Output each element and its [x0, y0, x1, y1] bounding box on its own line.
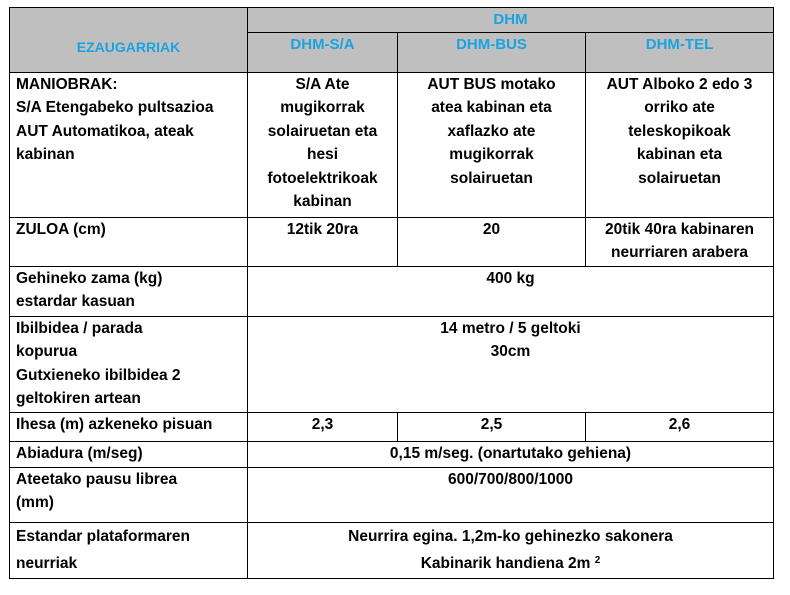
- table-row-ihesa: [10, 412, 774, 441]
- plataforma-line-1: Neurrira egina. 1,2m-ko gehinezko sakonera: [348, 528, 673, 545]
- column-header-sa: DHM-S/A: [248, 32, 398, 72]
- value-cell-zuloa-bus: 20: [398, 217, 586, 266]
- value-cell-ihesa-tel: 2,6: [586, 412, 774, 441]
- column-header-bus: DHM-BUS: [398, 32, 586, 72]
- feature-cell-zama: Gehineko zama (kg) estardar kasuan: [10, 266, 248, 316]
- value-cell-ihesa-sa: 2,3: [248, 412, 398, 441]
- value-cell-plataforma: [248, 522, 774, 578]
- feature-cell-abiadura: Abiadura (m/seg): [10, 441, 248, 467]
- header-row-group: [10, 8, 774, 33]
- value-cell-maniobrak-tel: AUT Alboko 2 edo 3 orriko ate teleskopikoak kabinan eta solairuetan: [586, 72, 774, 217]
- value-cell-zama: 400 kg: [248, 266, 774, 316]
- feature-cell-ihesa: Ihesa (m) azkeneko pisuan: [10, 412, 248, 441]
- column-header-tel: DHM-TEL: [586, 32, 774, 72]
- value-cell-ibilbidea: 14 metro / 5 geltoki 30cm: [248, 316, 774, 412]
- superscript-two: 2: [594, 555, 601, 566]
- value-cell-maniobrak-bus: AUT BUS motako atea kabinan eta xaflazko ate mugikorrak solairuetan: [398, 72, 586, 217]
- value-cell-zuloa-sa: 12tik 20ra: [248, 217, 398, 266]
- plataforma-line-2: Kabinarik handiena 2m $^2$: [420, 555, 601, 572]
- table-row-maniobrak: [10, 72, 774, 217]
- value-cell-ateetako: 600/700/800/1000: [248, 467, 774, 522]
- table-row-zuloa: [10, 217, 774, 266]
- value-cell-zuloa-tel: 20tik 40ra kabinaren neurriaren arabera: [586, 217, 774, 266]
- feature-cell-ateetako: Ateetako pausu librea (mm): [10, 467, 248, 522]
- feature-cell-ibilbidea: Ibilbidea / parada kopurua Gutxieneko ibilbidea 2 geltokiren artean: [10, 316, 248, 412]
- features-header: EZAUGARRIAK: [10, 8, 248, 73]
- table-row-ibilbidea: [10, 316, 774, 412]
- value-cell-maniobrak-sa: S/A Ate mugikorrak solairuetan eta hesi fotoelektrikoak kabinan: [248, 72, 398, 217]
- feature-cell-plataforma: Estandar plataformaren neurriak: [10, 522, 248, 578]
- table-row-ateetako: [10, 467, 774, 522]
- value-cell-ihesa-bus: 2,5: [398, 412, 586, 441]
- value-cell-abiadura: 0,15 m/seg. (onartutako gehiena): [248, 441, 774, 467]
- dhm-group-header: DHM: [248, 8, 774, 33]
- table-row-abiadura: [10, 441, 774, 467]
- feature-cell-maniobrak: MANIOBRAK: S/A Etengabeko pultsazioa AUT Automatikoa, ateak kabinan: [10, 72, 248, 217]
- table-row-zama: [10, 266, 774, 316]
- specifications-table: [9, 7, 774, 579]
- feature-cell-zuloa: ZULOA (cm): [10, 217, 248, 266]
- table-row-plataforma: [10, 522, 774, 578]
